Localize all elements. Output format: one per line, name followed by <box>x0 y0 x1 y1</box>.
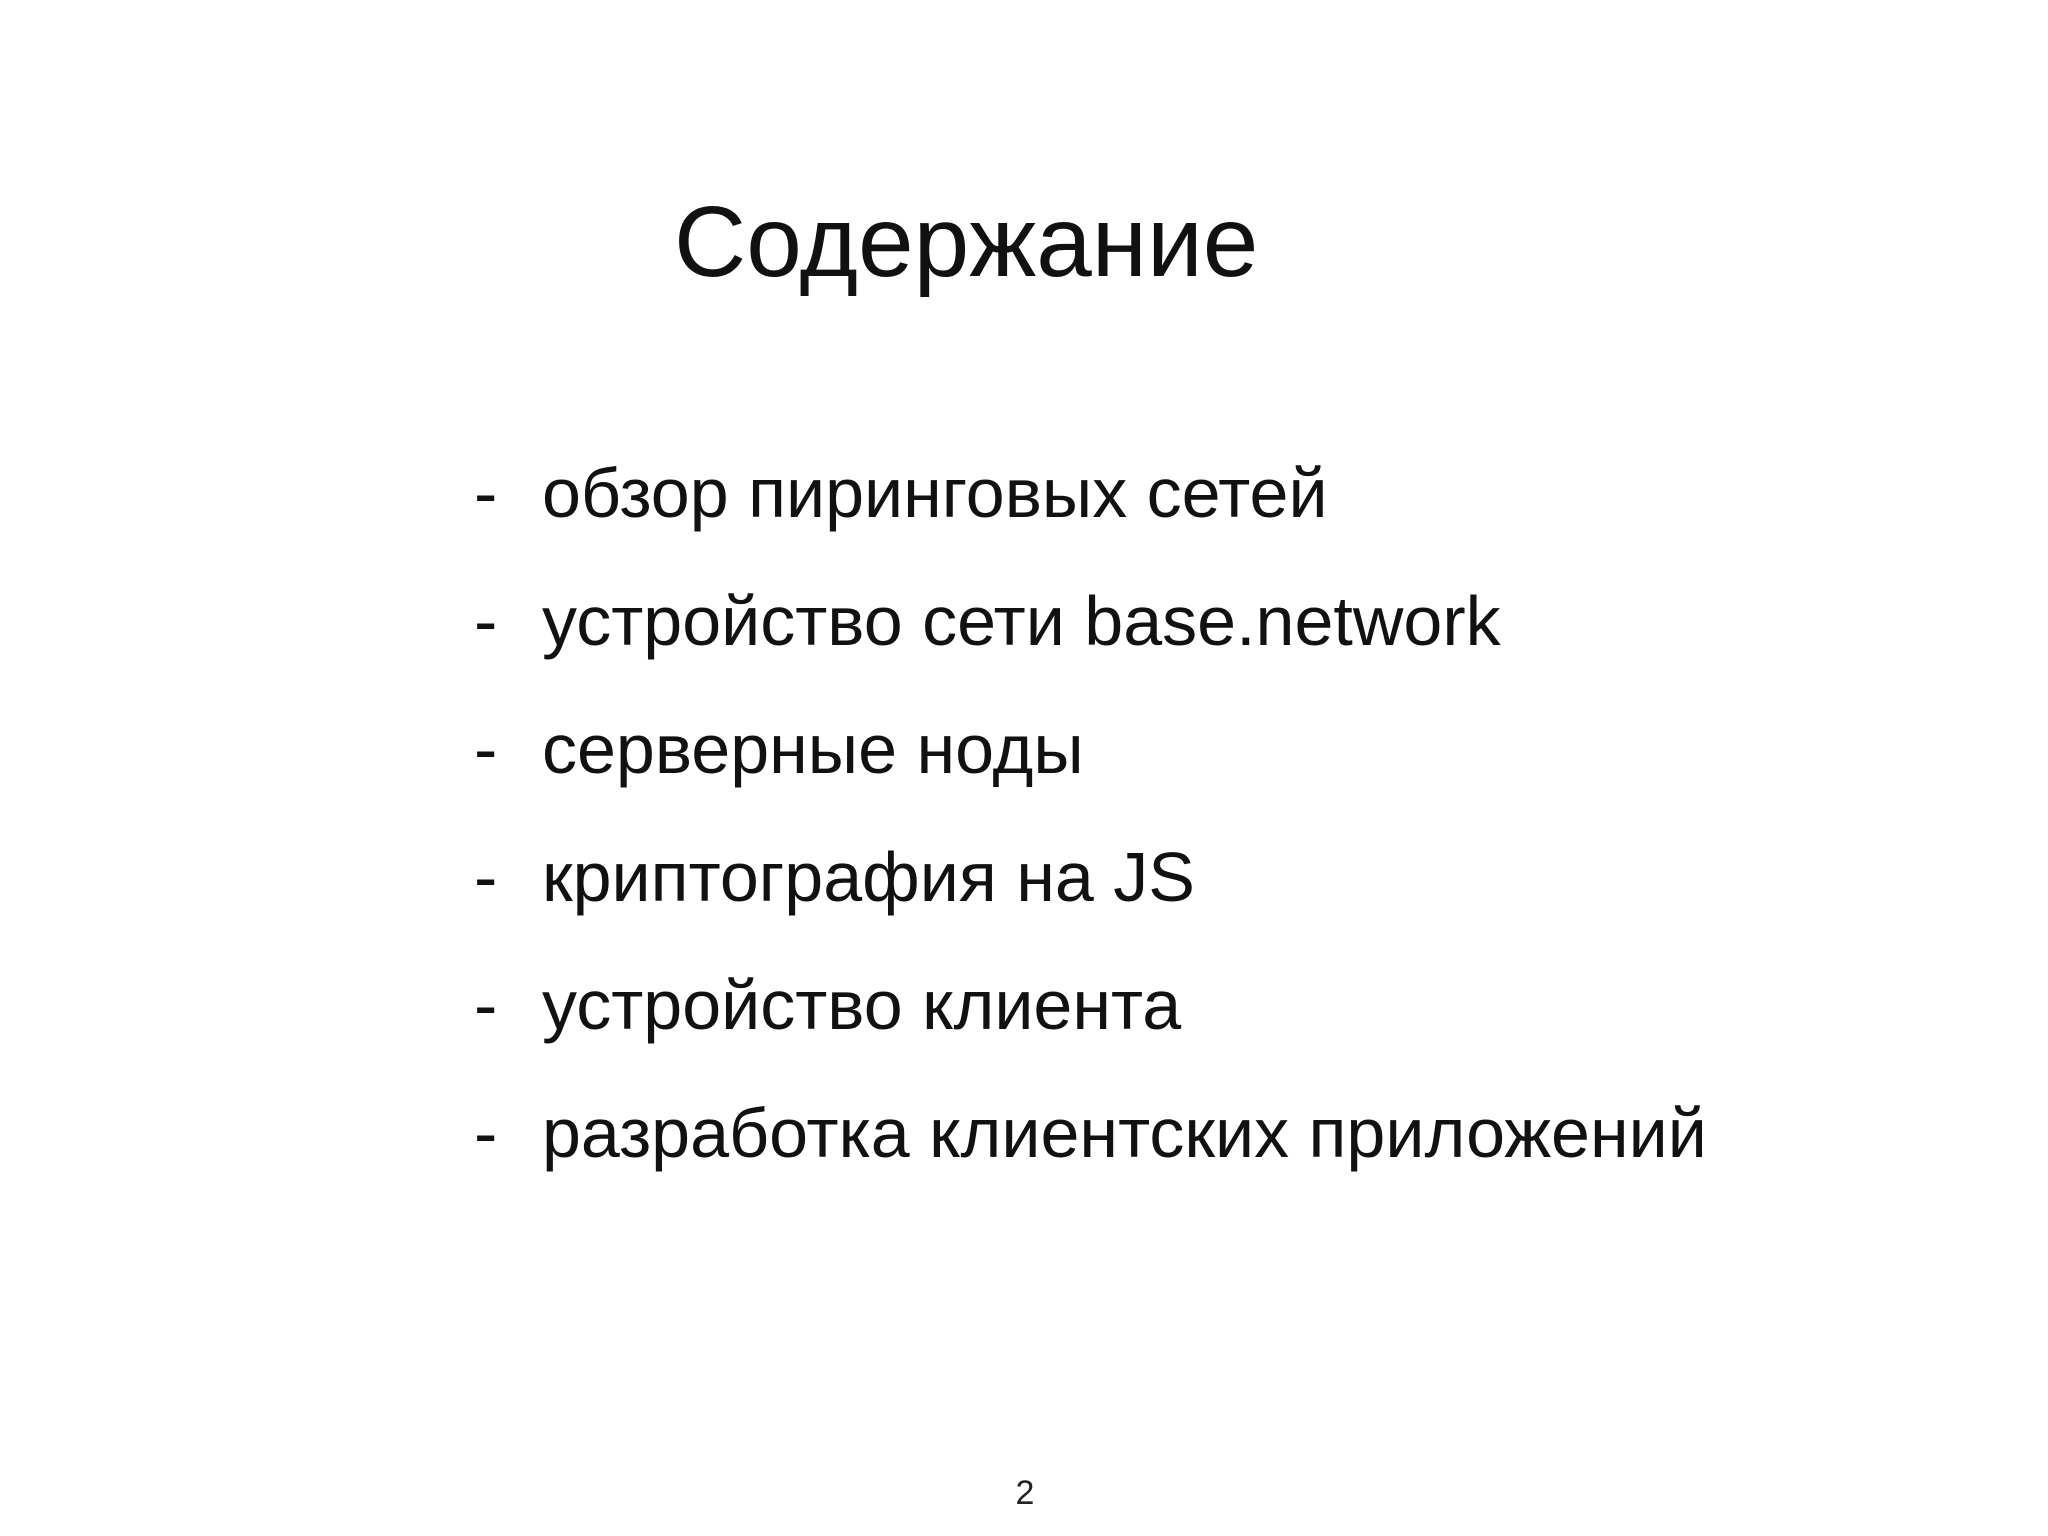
list-item-text: обзор пиринговых сетей <box>542 454 1328 532</box>
list-item-text: устройство сети base.network <box>542 582 1501 660</box>
page-number: 2 <box>1015 1474 1035 1512</box>
slide-title: Содержание <box>674 186 1259 298</box>
list-item-text: криптография на JS <box>542 838 1195 916</box>
bullet-marker: - <box>474 582 498 660</box>
list-item-text: разработка клиентских приложений <box>542 1094 1707 1172</box>
list-item-text: устройство клиента <box>542 966 1182 1044</box>
list-item-text: серверные ноды <box>542 710 1084 788</box>
bullet-marker: - <box>474 710 498 788</box>
bullet-marker: - <box>474 1094 498 1172</box>
bullet-marker: - <box>474 454 498 532</box>
bullet-marker: - <box>474 966 498 1044</box>
bullet-marker: - <box>474 838 498 916</box>
